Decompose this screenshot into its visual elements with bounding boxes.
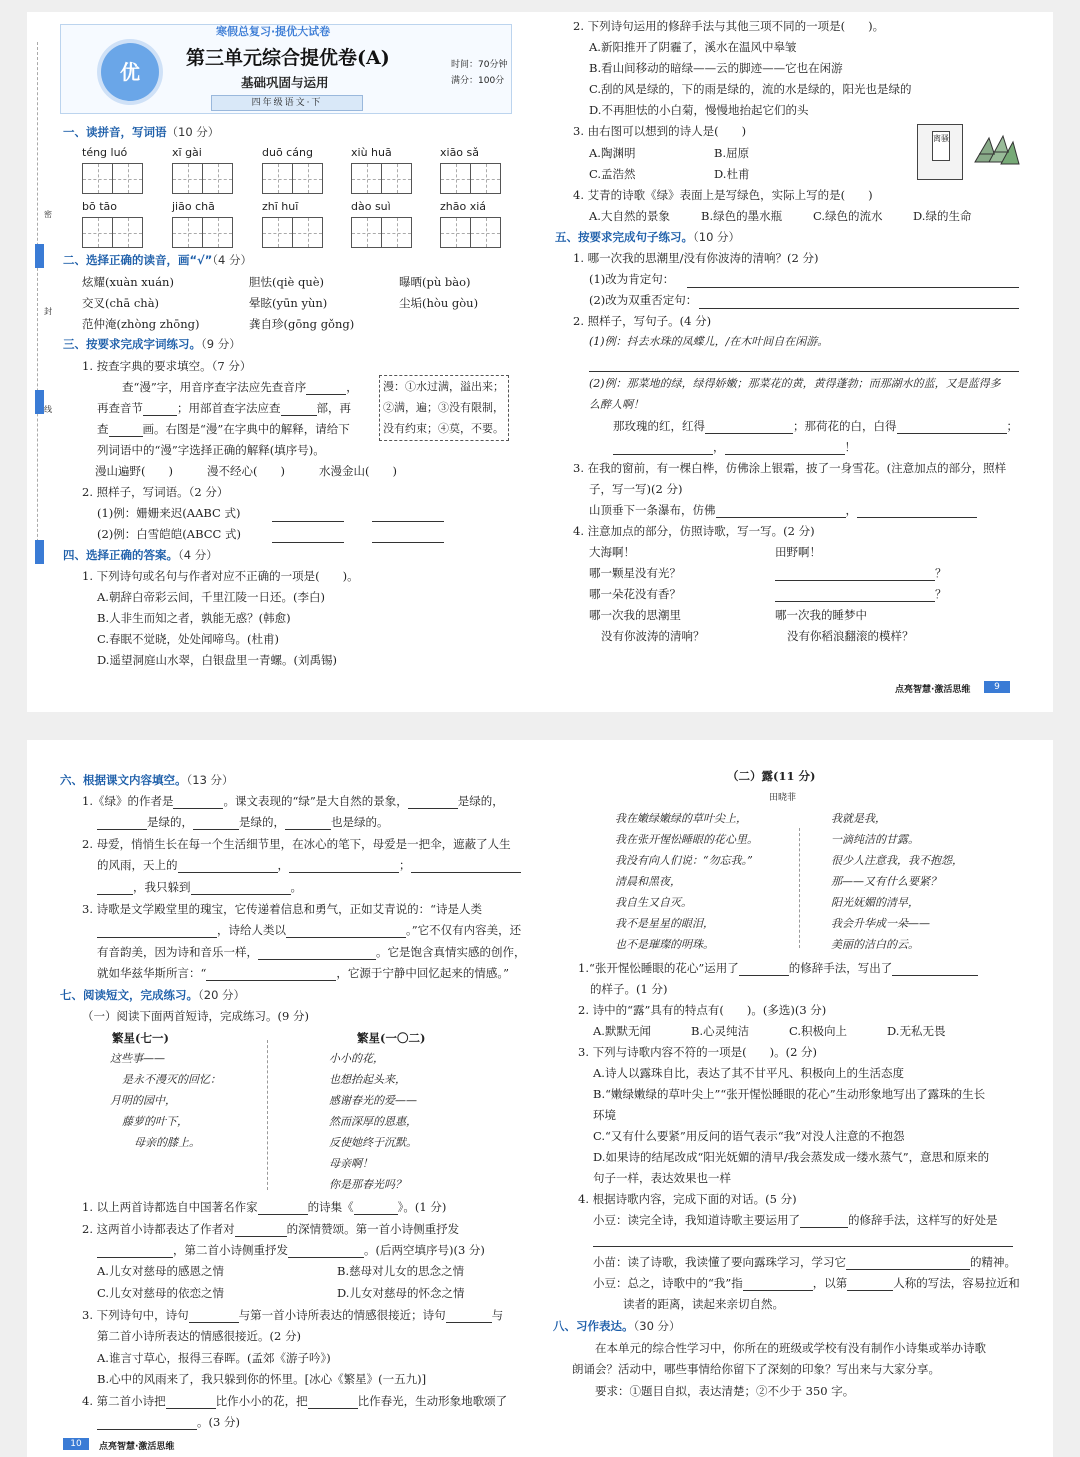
answer-blank[interactable]	[288, 1245, 364, 1258]
section-4-title: 四、选择正确的答案。（4 分）	[63, 548, 218, 562]
answer-blank[interactable]	[289, 860, 399, 873]
header-banner: 寒假总复习·提优大试卷	[216, 25, 331, 38]
question: 2. 照样子，写词语。（2 分）	[82, 485, 229, 499]
poem-line: 你是那春光吗？	[329, 1178, 406, 1191]
answer-line[interactable]: ？	[775, 565, 947, 581]
option[interactable]: B.人非生而知之者，孰能无惑？(韩愈)	[97, 611, 291, 625]
answer-blank[interactable]	[281, 403, 317, 416]
option[interactable]: B.心中的风雨来了，我只躲到你的怀里。[冰心《繁星》(一五九)]	[97, 1372, 427, 1386]
grade-label: 四年级语文·下	[211, 95, 363, 111]
answer-blank[interactable]	[258, 947, 376, 960]
answer-blank[interactable]	[109, 424, 143, 437]
answer-cell[interactable]	[112, 217, 143, 248]
answer-blank[interactable]	[800, 1215, 848, 1228]
page-number: 9	[984, 681, 1010, 693]
answer-blank[interactable]	[97, 1417, 197, 1430]
author: 田晓菲	[769, 793, 797, 803]
answer-blank[interactable]	[272, 530, 344, 543]
pinyin: bō tāo	[82, 200, 117, 213]
reading-option[interactable]: 曝晒(pù bào)	[399, 275, 471, 289]
dew-poem-left	[615, 808, 758, 955]
zongzi-icon	[971, 132, 1021, 168]
side-label: 封	[44, 307, 52, 316]
answer-cell[interactable]	[292, 217, 323, 248]
poem-line: 美丽的洁白的云。	[831, 938, 919, 951]
poem-line: 大海啊！	[589, 545, 635, 559]
option-cont: 环境	[593, 1108, 616, 1122]
option[interactable]: A.大自然的景象	[589, 209, 670, 223]
question-line: 4. 第二首小诗把 比作小小的花，把 比作春光，生动形象地歌颂了	[82, 1394, 508, 1408]
answer-blank[interactable]	[725, 442, 845, 455]
question: 1. 下列诗句或名句与作者对应不正确的一项是( )。	[82, 569, 359, 583]
seal-line	[37, 42, 41, 562]
answer-blank[interactable]	[857, 505, 977, 518]
pinyin: dào suì	[351, 200, 391, 213]
section-3-title: 三、按要求完成字词练习。（9 分）	[63, 337, 241, 351]
poem-line: 也不是璀璨的明珠。	[615, 938, 714, 951]
poem-line: 那——又有什么要紧？	[831, 875, 941, 888]
poem-line: 清晨和黑夜，	[615, 875, 681, 888]
answer-cell[interactable]	[172, 217, 203, 248]
poem-line: 我不是星星的眼泪，	[615, 917, 714, 930]
dew-poem-right	[831, 808, 963, 955]
answer-cell[interactable]	[440, 217, 471, 248]
answer-blank[interactable]	[892, 963, 978, 976]
option[interactable]: B.心灵纯洁	[691, 1024, 750, 1038]
option[interactable]: B.绿色的墨水瓶	[701, 209, 783, 223]
section-7-title: 七、阅读短文，完成练习。（20 分）	[60, 988, 246, 1002]
answer-blank[interactable]	[897, 421, 1007, 434]
answer-blank[interactable]	[613, 442, 713, 455]
answer-blank[interactable]	[308, 1396, 358, 1409]
question-line: 就如华兹华斯所言：“ ，它源于宁静中回忆起来的情感。”	[97, 966, 510, 980]
answer-blank[interactable]	[408, 796, 458, 809]
question: 2. 诗中的“露”具有的特点有( )。(多选)(3 分)	[578, 1003, 827, 1017]
divider	[267, 1040, 268, 1190]
poem-line: 我没有向人们说：“勿忘我。”	[615, 854, 753, 867]
answer-blank[interactable]	[372, 509, 444, 522]
pinyin: xiāo sǎ	[440, 146, 480, 159]
reading-option[interactable]: 范仲淹(zhòng zhōng)	[82, 317, 200, 331]
option[interactable]: B.“嫩绿嫩绿的草叶尖上”“张开惺忪睡眼的花心”生动形象地写出了露珠的生长	[593, 1087, 986, 1101]
example: (2)例：白雪皑皑(ABCC 式)	[97, 527, 241, 541]
question-line: 是绿的， 是绿的， 也是绿的。	[97, 814, 389, 830]
answer-blank[interactable]	[97, 817, 147, 830]
page-subtitle: 基础巩固与运用	[241, 75, 329, 90]
option[interactable]: D.如果诗的结尾改成“阳光妩媚的清早/我会蒸发成一缕水蒸气”，意思和原来的	[593, 1150, 990, 1164]
section-8-title: 八、习作表达。（30 分）	[553, 1319, 681, 1333]
poem-line: 月明的园中，	[110, 1094, 176, 1107]
poem-line: 这些事——	[110, 1052, 165, 1065]
exam-page-10	[27, 740, 1053, 1457]
answer-blank[interactable]	[189, 1310, 239, 1323]
question: 子，写一写)(2 分)	[589, 482, 683, 496]
option[interactable]: A.默默无闻	[593, 1024, 651, 1038]
word-blank[interactable]: 漫不经心( )	[207, 464, 285, 478]
answer-cell[interactable]	[172, 163, 203, 194]
prompt-line: 在本单元的综合性学习中，你所在的班级或学校有没有制作小诗集或举办诗歌	[595, 1341, 986, 1355]
question: 4. 艾青的诗歌《绿》表面上是写绿色，实际上写的是( )	[573, 188, 873, 202]
question: 2. 下列诗句运用的修辞手法与其他三项不同的一项是( )。	[573, 19, 885, 33]
answer-blank[interactable]	[411, 860, 521, 873]
question-line: 再查音节 ；用部首查字法应查 部，再	[97, 401, 351, 415]
question-line: 。(3 分)	[97, 1414, 240, 1430]
option[interactable]: D.不再胆怯的小白菊，慢慢地抬起它们的头	[589, 103, 809, 117]
option[interactable]: B.慈母对儿女的思念之情	[337, 1264, 465, 1278]
question: 2. 照样子，写句子。(4 分)	[573, 314, 712, 328]
answer-cell[interactable]	[112, 163, 143, 194]
side-badge	[35, 390, 44, 414]
answer-blank[interactable]	[97, 925, 217, 938]
poem-title: 繁星(一〇二)	[357, 1031, 426, 1045]
poem-line: 然而深厚的恩惠，	[329, 1115, 417, 1128]
question-line: 小豆：总之，诗歌中的“我”指 ，以第 人称的写法，容易拉近和	[593, 1276, 1020, 1290]
pinyin: jiāo chā	[172, 200, 215, 213]
question: 1. 哪一次我的思潮里/没有你波涛的清响？(2 分)	[573, 251, 819, 265]
exam-score: 满分：100分	[451, 76, 505, 86]
answer-blank[interactable]	[705, 421, 793, 434]
poem-line: 很少人注意我，我不抱怨，	[831, 854, 963, 867]
answer-blank[interactable]	[846, 1257, 970, 1270]
answer-blank[interactable]	[206, 968, 336, 981]
pinyin: téng luó	[82, 146, 128, 159]
divider	[799, 828, 800, 948]
answer-blank[interactable]	[354, 1202, 398, 1215]
example: (2)例：那菜地的绿，绿得娇嫩；那菜花的黄，黄得蓬勃；而那湖水的蓝，又是蓝得多	[589, 377, 1001, 390]
question-line: (2)改为双重否定句：	[589, 293, 698, 307]
prompt-line: 朗诵会？活动中，哪些事情给你留下了深刻的印象？写出来与大家分享。	[572, 1362, 940, 1376]
option[interactable]: C.儿女对慈母的依恋之情	[97, 1286, 225, 1300]
question-line: 1.“张开惺忪睡眼的花心”运用了 的修辞手法，写出了	[578, 960, 978, 976]
side-label: 线	[44, 405, 52, 414]
question-line: 3. 下列诗句中，诗句 与第一首小诗所表达的情感很接近；诗句 与	[82, 1308, 504, 1322]
question-line: (1)改为肯定句：	[589, 272, 675, 286]
answer-blank[interactable]	[306, 382, 346, 395]
answer-line[interactable]: ？	[775, 586, 947, 602]
exam-time: 时间：70分钟	[451, 60, 508, 70]
question-line: 的风雨，天上的 ， ；	[97, 857, 521, 873]
answer-blank[interactable]	[166, 1396, 216, 1409]
book-icon	[917, 124, 963, 180]
option[interactable]: A.谁言寸草心，报得三春晖。(孟郊《游子吟》)	[97, 1351, 331, 1365]
question: 4. 根据诗歌内容，完成下面的对话。(5 分)	[578, 1192, 797, 1206]
poem-2	[329, 1048, 417, 1195]
option[interactable]: C.春眠不觉晓，处处闻啼鸟。(杜甫)	[97, 632, 280, 646]
question-line: 1. 以上两首诗都选自中国著名作家 的诗集《 》。(1 分)	[82, 1200, 447, 1214]
answer-cell[interactable]	[262, 163, 293, 194]
question-line: 查“漫”字，用音序查字法应先查音序 ，	[122, 380, 358, 394]
poem-title: 繁星(七一)	[112, 1031, 169, 1045]
question-line: 第二首小诗所表达的情感很接近。(2 分)	[97, 1329, 301, 1343]
poem-line: 小小的花，	[329, 1052, 384, 1065]
answer-cell[interactable]	[292, 163, 323, 194]
subsection: （一）阅读下面两首短诗，完成练习。(9 分)	[82, 1009, 309, 1023]
pinyin: xiù huā	[351, 146, 392, 159]
answer-cell[interactable]	[262, 217, 293, 248]
pinyin: xī gài	[172, 146, 202, 159]
reading-option[interactable]: 尘垢(hòu gòu)	[399, 296, 479, 310]
answer-cell[interactable]	[470, 217, 501, 248]
section-1-title: 一、读拼音，写词语（10 分）	[63, 125, 220, 139]
option[interactable]: C.绿色的流水	[813, 209, 883, 223]
question-line: 的样子。(1 分)	[590, 982, 668, 996]
poem-line: 阳光妩媚的清早，	[831, 896, 919, 909]
poem-line: 一滴纯洁的甘露。	[831, 833, 919, 846]
answer-blank[interactable]	[173, 796, 223, 809]
answer-cell[interactable]	[470, 163, 501, 194]
answer-blank[interactable]	[97, 1245, 173, 1258]
poem-line: 哪一次我的睡梦中	[775, 608, 867, 622]
option[interactable]: A.儿女对慈母的感恩之情	[97, 1264, 224, 1278]
poem-line: 没有你波涛的清响？	[601, 629, 705, 643]
section-6-title: 六、根据课文内容填空。（13 分）	[60, 773, 234, 787]
question-line: 小苗：读了诗歌，我读懂了要向露珠学习，学习它 的精神。	[593, 1255, 1016, 1269]
poem-line: 是永不漫灭的回忆：	[122, 1073, 221, 1086]
option[interactable]: D.遥望洞庭山水翠，白银盘里一青螺。(刘禹锡)	[97, 653, 337, 667]
poem-line: 我就是我，	[831, 812, 886, 825]
pinyin: zhī huī	[262, 200, 299, 213]
question-line: 1.《绿》的作者是 。课文表现的“绿”是大自然的景象， 是绿的，	[82, 794, 504, 808]
reading-option[interactable]: 胆怯(qiè què)	[249, 275, 325, 289]
answer-cell[interactable]	[381, 163, 412, 194]
reading-option[interactable]: 龚自珍(gōng gǒng)	[249, 317, 355, 331]
answer-cell[interactable]	[202, 163, 233, 194]
answer-cell[interactable]	[82, 217, 113, 248]
poem-line: 哪一颗星没有光？	[589, 566, 681, 580]
option[interactable]: D.无私无畏	[887, 1024, 946, 1038]
answer-blank[interactable]	[739, 963, 789, 976]
question-line: 有音韵美，因为诗和音乐一样， 。它是饱含真情实感的创作，	[97, 945, 526, 959]
poem-line: 没有你稻浪翻滚的模样？	[787, 629, 914, 643]
answer-blank[interactable]	[286, 925, 406, 938]
reading-option[interactable]: 炫耀(xuàn xuán)	[82, 275, 174, 289]
badge-icon: 优	[101, 43, 159, 101]
poem-line: 哪一朵花没有香？	[589, 587, 681, 601]
question-line: ，我只躲到 。	[97, 879, 302, 895]
option[interactable]: A.陶渊明	[589, 146, 636, 160]
poem-line: 藤萝的叶下，	[122, 1115, 188, 1128]
poem-line: 我在嫩绿嫩绿的草叶尖上，	[615, 812, 747, 825]
question: 3. 下列与诗歌内容不符的一项是( )。(2 分)	[578, 1045, 818, 1059]
question: 3. 在我的窗前，有一棵白桦，仿佛涂上银霜，披了一身雪花。(注意加点的部分，照样	[573, 461, 1007, 475]
answer-cell[interactable]	[381, 217, 412, 248]
example: (1)例：姗姗来迟(AABC 式)	[97, 506, 241, 520]
answer-blank[interactable]	[446, 1310, 492, 1323]
question-line: 读者的距离，读起来亲切自然。	[623, 1297, 784, 1311]
option[interactable]: B.看山间移动的暗绿——云的脚迹——它也在闲游	[589, 61, 843, 75]
option[interactable]: C.刮的风是绿的，下的雨是绿的，流的水是绿的，阳光也是绿的	[589, 82, 912, 96]
option[interactable]: D.杜甫	[714, 167, 750, 181]
footer-slogan: 点亮智慧·激活思维	[99, 1442, 175, 1452]
example: (1)例：抖去水珠的凤蝶儿，/在木叶间自在闲游。	[589, 335, 829, 348]
option[interactable]: D.绿的生命	[913, 209, 972, 223]
question-line: 2. 母爱，悄悄生长在每一个生活细节里，在冰心的笔下，母爱是一把伞，遮蔽了人生	[82, 837, 511, 851]
dict-line: 漫：①水过满，溢出来；	[383, 380, 504, 393]
answer-blank[interactable]	[743, 1278, 813, 1291]
question-line: 山顶垂下一条瀑布，仿佛 ，	[589, 502, 977, 518]
poem-line: 也想抬起头来，	[329, 1073, 406, 1086]
option[interactable]: C.孟浩然	[589, 167, 636, 181]
question: 4. 注意加点的部分，仿照诗歌，写一写。(2 分)	[573, 524, 815, 538]
answer-blank[interactable]	[285, 817, 331, 830]
answer-cell[interactable]	[351, 217, 382, 248]
pinyin: zhāo xiá	[440, 200, 487, 213]
option-cont: 句子一样，表达效果也一样	[593, 1171, 731, 1185]
option[interactable]: B.屈原	[714, 146, 750, 160]
question-line: 那玫瑰的红，红得 ；那荷花的白，白得 ；	[613, 419, 1018, 433]
book-title: 离骚	[932, 131, 950, 161]
question-line: 2. 这两首小诗都表达了作者对 的深情赞颂。第一首小诗侧重抒发	[82, 1222, 460, 1236]
answer-cell[interactable]	[202, 217, 233, 248]
pinyin: duō cáng	[262, 146, 313, 159]
poem-line: 我在张开惺忪睡眼的花心里。	[615, 833, 758, 846]
answer-blank[interactable]	[178, 860, 278, 873]
poem-line: 母亲啊！	[329, 1157, 373, 1170]
answer-cell[interactable]	[82, 163, 113, 194]
exam-page-9	[27, 12, 1053, 712]
option[interactable]: A.诗人以露珠自比，表达了其不甘平凡、积极向上的生活态度	[593, 1066, 904, 1080]
answer-cell[interactable]	[440, 163, 471, 194]
prompt-line: 要求：①题目自拟，表达清楚；②不少于 350 字。	[595, 1384, 855, 1398]
answer-blank[interactable]	[143, 403, 177, 416]
word-blank[interactable]: 水漫金山( )	[319, 464, 397, 478]
question-line: ， ！	[613, 439, 856, 455]
answer-blank[interactable]	[191, 882, 291, 895]
dict-line: 没有约束；④莫，不要。	[383, 422, 504, 435]
poem-line: 感谢春光的爱——	[329, 1094, 417, 1107]
subsection: （二）露(11 分)	[727, 769, 816, 783]
question-line: 列词语中的“漫”字选择正确的解释(填序号)。	[97, 443, 325, 457]
poem-line: 田野啊！	[775, 545, 821, 559]
word-blank[interactable]: 漫山遍野( )	[95, 464, 173, 478]
reading-option[interactable]: 交叉(chā chà)	[82, 296, 160, 310]
option[interactable]: C.“又有什么要紧”用反问的语气表示“我”对没人注意的不抱怨	[593, 1129, 905, 1143]
question-line: 小豆：读完全诗，我知道诗歌主要运用了 的修辞手法，这样写的好处是	[593, 1213, 998, 1227]
section-2-title: 二、选择正确的读音，画“√”（4 分）	[63, 253, 253, 267]
poem-line: 我会升华成一朵——	[831, 917, 930, 930]
question: 3. 由右图可以想到的诗人是( )	[573, 124, 747, 138]
example: 么醉人啊！	[589, 398, 644, 411]
question-line: 3. 诗歌是文学殿堂里的瑰宝，它传递着信息和勇气，正如艾青说的：“诗是人类	[82, 902, 483, 916]
answer-blank[interactable]	[258, 1202, 308, 1215]
page-number: 10	[63, 1438, 89, 1450]
answer-blank[interactable]	[97, 882, 133, 895]
section-5-title: 五、按要求完成句子练习。（10 分）	[555, 230, 741, 244]
reading-option[interactable]: 晕眩(yūn yùn)	[249, 296, 328, 310]
answer-blank[interactable]	[716, 505, 846, 518]
answer-line[interactable]	[593, 1234, 1013, 1247]
option[interactable]: A.新阳推开了阴霾了，溪水在温风中皋皱	[589, 40, 797, 54]
dict-line: ②满，遍；③没有限制，	[383, 401, 504, 414]
option[interactable]: D.儿女对慈母的怀念之情	[337, 1286, 465, 1300]
answer-cell[interactable]	[351, 163, 382, 194]
answer-blank[interactable]	[235, 1224, 287, 1237]
exam-header	[60, 24, 512, 114]
option[interactable]: C.积极向上	[789, 1024, 848, 1038]
question: 1. 按查字典的要求填空。（7 分）	[82, 359, 252, 373]
page-title: 第三单元综合提优卷(A)	[186, 47, 390, 69]
poem-line: 我自生又自灭。	[615, 896, 692, 909]
side-label: 密	[44, 210, 52, 219]
question-line: ，第二首小诗侧重抒发 。(后两空填序号)(3 分)	[97, 1242, 485, 1258]
dictionary-entry	[379, 375, 509, 441]
answer-line[interactable]	[687, 275, 1019, 288]
answer-blank[interactable]	[193, 817, 239, 830]
answer-blank[interactable]	[372, 530, 444, 543]
poem-line: 哪一次我的思潮里	[589, 608, 681, 622]
poem-line: 母亲的膝上。	[134, 1136, 200, 1149]
question-line: 查 画。右图是“漫”在字典中的解释，请给下	[97, 422, 350, 436]
side-badge	[35, 244, 44, 268]
answer-line[interactable]	[589, 359, 1019, 372]
option[interactable]: A.朝辞白帝彩云间，千里江陵一日还。(李白)	[97, 590, 325, 604]
poem-line: 反使她终于沉默。	[329, 1136, 417, 1149]
answer-blank[interactable]	[272, 509, 344, 522]
answer-blank[interactable]	[847, 1278, 893, 1291]
footer-slogan: 点亮智慧·激活思维	[895, 685, 971, 695]
answer-line[interactable]	[699, 296, 1019, 309]
question-line: ，诗给人类以 。”它不仅有内容美，还	[97, 922, 521, 938]
side-badge	[35, 540, 44, 564]
poem-1	[110, 1048, 221, 1153]
